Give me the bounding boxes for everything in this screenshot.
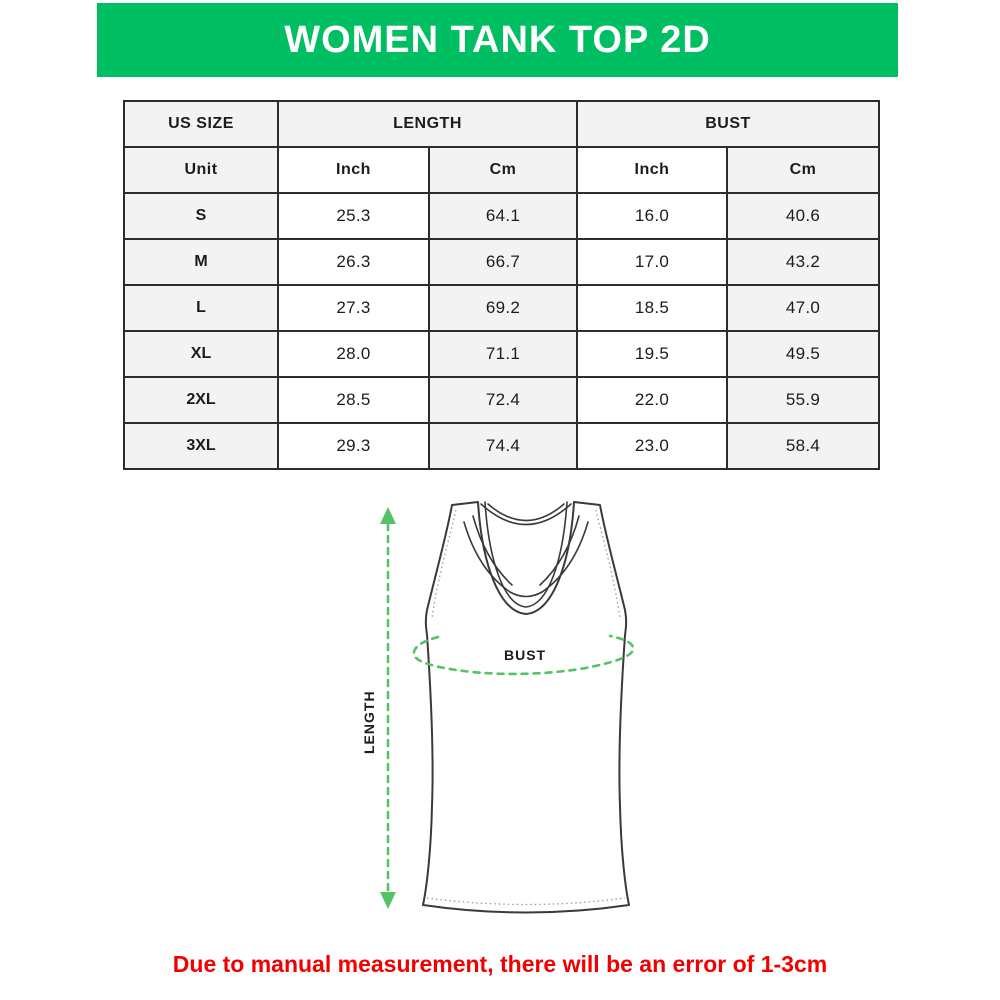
- size-table: [123, 100, 880, 470]
- unit-row: [124, 147, 879, 193]
- table-row: [124, 285, 879, 331]
- table-row: [124, 331, 879, 377]
- size-cell: XL: [124, 331, 278, 377]
- length-inch-cell: 28.5: [278, 377, 429, 423]
- bust-label: BUST: [504, 647, 547, 663]
- length-cm-header: Cm: [429, 147, 577, 193]
- size-cell: L: [124, 285, 278, 331]
- table-row: [124, 239, 879, 285]
- length-inch-cell: 27.3: [278, 285, 429, 331]
- bust-inch-cell: 16.0: [577, 193, 727, 239]
- measurement-note: Due to manual measurement, there will be an error of 1-3cm: [172, 951, 828, 977]
- length-cm-cell: 74.4: [429, 423, 577, 469]
- length-inch-cell: 28.0: [278, 331, 429, 377]
- length-inch-cell: 26.3: [278, 239, 429, 285]
- size-cell: S: [124, 193, 278, 239]
- length-inch-cell: 25.3: [278, 193, 429, 239]
- tank-top-outline-icon: [423, 502, 629, 913]
- length-cm-cell: 71.1: [429, 331, 577, 377]
- size-cell: M: [124, 239, 278, 285]
- length-cm-cell: 66.7: [429, 239, 577, 285]
- bust-cm-header: Cm: [727, 147, 879, 193]
- title-banner: [97, 3, 898, 77]
- length-cm-cell: 69.2: [429, 285, 577, 331]
- bust-inch-cell: 19.5: [577, 331, 727, 377]
- col-header-length: LENGTH: [278, 101, 577, 147]
- bust-inch-cell: 23.0: [577, 423, 727, 469]
- bust-cm-cell: 43.2: [727, 239, 879, 285]
- size-cell: 3XL: [124, 423, 278, 469]
- bust-inch-cell: 17.0: [577, 239, 727, 285]
- table-row: [124, 193, 879, 239]
- size-cell: 2XL: [124, 377, 278, 423]
- bust-cm-cell: 55.9: [727, 377, 879, 423]
- length-inch-header: Inch: [278, 147, 429, 193]
- length-arrow-icon: [380, 507, 396, 909]
- bust-cm-cell: 49.5: [727, 331, 879, 377]
- length-cm-cell: 64.1: [429, 193, 577, 239]
- bust-cm-cell: 40.6: [727, 193, 879, 239]
- table-row: [124, 377, 879, 423]
- unit-header: Unit: [124, 147, 278, 193]
- col-header-bust: BUST: [577, 101, 879, 147]
- bust-inch-cell: 18.5: [577, 285, 727, 331]
- table-header-row: [124, 101, 879, 147]
- length-cm-cell: 72.4: [429, 377, 577, 423]
- length-label: LENGTH: [361, 690, 377, 754]
- tank-top-diagram: [352, 488, 672, 953]
- page-title: WOMEN TANK TOP 2D: [284, 18, 711, 61]
- bust-inch-cell: 22.0: [577, 377, 727, 423]
- col-header-us-size: US SIZE: [124, 101, 278, 147]
- bust-cm-cell: 47.0: [727, 285, 879, 331]
- length-inch-cell: 29.3: [278, 423, 429, 469]
- bust-cm-cell: 58.4: [727, 423, 879, 469]
- bust-inch-header: Inch: [577, 147, 727, 193]
- table-row: [124, 423, 879, 469]
